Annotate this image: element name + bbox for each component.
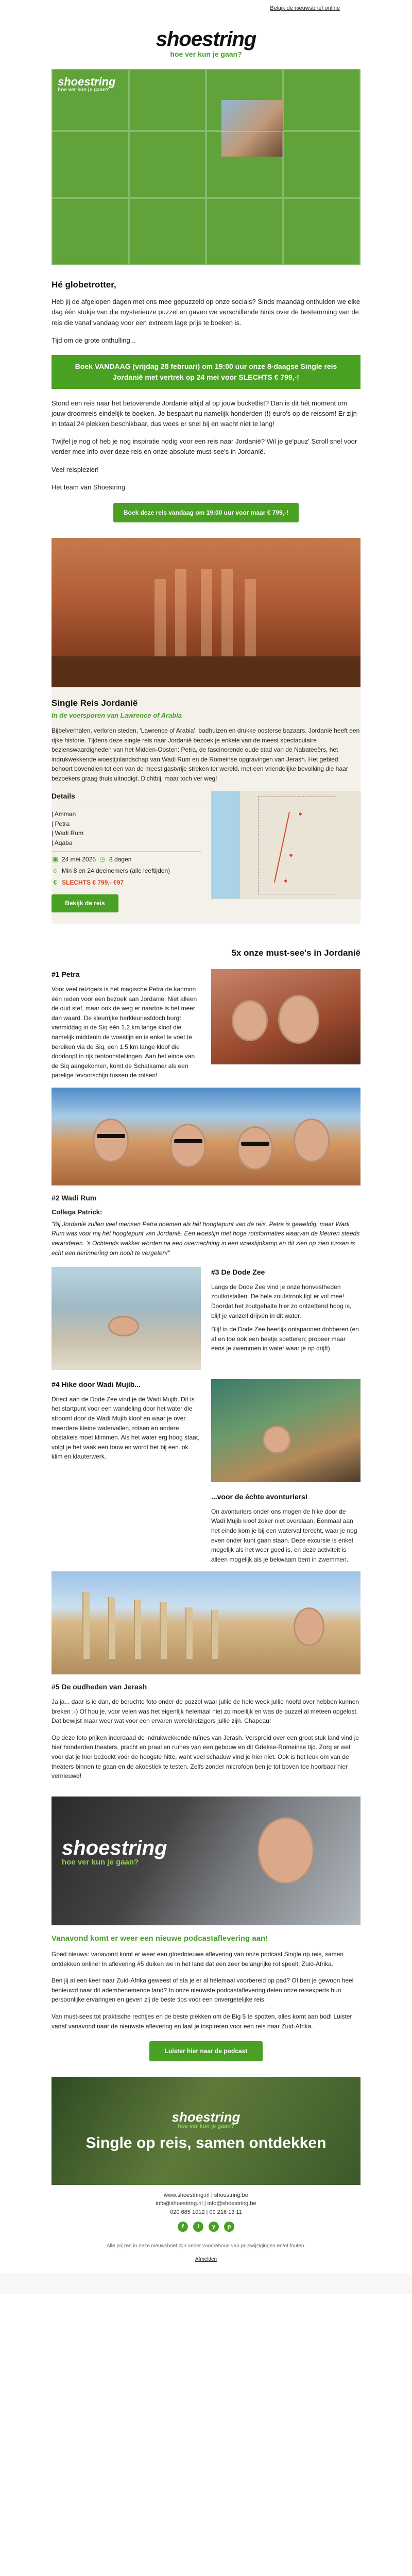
top-bar xyxy=(0,0,412,18)
podcast-body: Van must-sees tot praktische rechtjes en de beste plekken om de Big 5 te spotten, alles komt aan bod! Luister vanaf vanavond naar de nieuwste aflevering en laat je inspireren voor een reis naar Zuid-Afrika. xyxy=(52,2013,352,2030)
price-tag-icon: € xyxy=(53,878,57,886)
map-marker xyxy=(289,853,293,857)
footer-contact xyxy=(52,2191,360,2217)
treasury-column xyxy=(154,579,166,656)
route-map[interactable] xyxy=(211,791,360,899)
wadi-rum-group-image xyxy=(52,1088,360,1185)
petra-treasury-image[interactable] xyxy=(52,538,360,687)
mustsee-text xyxy=(52,1379,201,1462)
puzzle-piece xyxy=(283,198,360,265)
mustsee-body: On avonturiers onder ons mogen de hike door de Wadi Mujib kloof zeker niet overslaan. Eenmaal aan het einde kom je bij een waterval terecht, waar je nog even onder kunt gaan staan. Deze excursie is enkel mogelijk als het weer goed is, en deze activiteit is alleen mogelijk als je bekwaam bent in zwemmen. xyxy=(211,1507,357,1563)
unsubscribe-wrap xyxy=(0,2256,412,2274)
brand-header xyxy=(0,18,412,69)
dead-sea-image xyxy=(52,1267,201,1370)
mustsee-heading: 5x onze must-see's in Jordanië xyxy=(231,947,360,958)
quote-author: Collega Patrick: xyxy=(52,1208,102,1216)
unsubscribe-link[interactable]: Afmelden xyxy=(195,2256,217,2262)
brand-name: shoestring xyxy=(156,28,256,50)
main-content xyxy=(52,69,360,2232)
tour-title[interactable]: Single Reis Jordanië xyxy=(52,698,138,708)
details-heading: Details xyxy=(52,791,75,800)
divider xyxy=(52,851,201,852)
footer-logo-name: shoestring xyxy=(171,2109,241,2125)
podcast-body: Goed nieuws: vanavond komt er weer een gloednieuwe aflevering van onze podcast Single op reis, samen ontdekken online! In aflevering #5 duiken we in het land dat een zeer belangrijke rol speelt: Zuid-Afrika. xyxy=(52,1951,344,1968)
mustsee-title: ...voor de échte avonturiers! xyxy=(211,1493,308,1501)
location-item: | Aqaba xyxy=(52,839,73,846)
mustsee-body: Langs de Dode Zee vind je onze honvestheden zoutkristallen. De hele zoutstrook ligt er vol mee! Doordat het zoutgehalte hier zo ontzettend hoog is, blijf je vanzelf drijven in dit water. xyxy=(211,1283,352,1319)
facebook-icon[interactable]: f xyxy=(178,2222,188,2232)
map-marker xyxy=(298,812,302,816)
legal-notice: Alle prijzen in deze nieuwsbrief zijn onder voorbehoud van prijswijzigingen en/of fouten. xyxy=(106,2243,306,2249)
treasury-column xyxy=(201,569,212,656)
tour-price: SLECHTS € 799,- €97 xyxy=(62,878,124,886)
puzzle-piece xyxy=(206,198,283,265)
mustsee-wadi-mujib xyxy=(52,1379,360,1482)
puzzle-piece xyxy=(283,69,360,131)
footer-websites[interactable]: www.shoestring.nl | shoestring.be xyxy=(164,2192,248,2198)
sunglasses xyxy=(97,1134,125,1138)
person-face xyxy=(294,1607,324,1646)
tour-subtitle: In de voetsporen van Lawrence of Arabia xyxy=(52,711,182,719)
podcast-body: Ben jij al een keer naar Zuid-Afrika geweest of sta je er al hélemaal voorbereid op pad? Of ben je gewoon heel benieuwd naar dit adembenemende land? In onze nieuwste podcastaflevering delen onze reisexperts hun persoonlijke ervaringen en geven zij de beste tips voor een onvergetelijke reis. xyxy=(52,1977,354,2004)
tour-description: Bijbelverhalen, verloren steden, 'Lawrence of Arabia', badhuizen en drukke oosterse bazaars. Jordanië heeft een rijke historie. Tijdens deze single reis naar Jordanië bezoek je enkele van de meest spectaculaire bezienswaardigheden van het Midden-Oosten: Petra, de fascinerende oude stad van de Nabateeërs, het indrukwekkende woestijnlandschap van Wadi Rum en de Romeinse opgravingen van Jerash. Het gebied behoort bovendien tot een van de meest gastvrije streken ter wereld, met een vriendelijke bevolking die haar bezoekers graag thuis uitnodigt. Dichtbij, maar toch ver weg! xyxy=(52,726,360,782)
mustsee-title: #1 Petra xyxy=(52,970,80,979)
puzzle-piece xyxy=(129,131,206,198)
tour-details xyxy=(52,791,201,912)
tour-group-size: Min 8 en 24 deelnemers (alle leeftijden) xyxy=(62,867,170,875)
footer-emails[interactable]: info@shoestring.nl | info@shoestring.be xyxy=(156,2200,256,2207)
group-icon: ☺ xyxy=(52,867,59,875)
mustsee-body: Op deze foto prijken inderdaad de indrukwekkende ruïnes van Jerash. Verspreid over een groot stuk land vind je hier honderden theaters, pracht en praal en ruïnes van een gebouw en dit Griekse-Romeinse tijd. Zorg er wel voor dat je hier bezoekt vóór de hoogste hitte, want veel schaduw vind je hier niet. Ook is het leuk om van de theaters binnen te gaan en de akoestiek te testen. Zelfs zonder microfoon ben je tot boven toe hoorbaar hier vernieuwd! xyxy=(52,1734,359,1780)
mustsee-text xyxy=(211,1267,360,1353)
mustsee-title: #4 Hike door Wadi Mujib... xyxy=(52,1380,141,1389)
book-tour-button[interactable]: Boek deze reis vandaag om 19:00 uur voor maar € 799,-! xyxy=(113,503,299,523)
brand-logo[interactable] xyxy=(156,29,256,58)
podcast-image[interactable] xyxy=(52,1797,360,1925)
mustsee-body: Voor veel reizigers is het magische Petra de kanmon één reden voor een bezoek aan Jordanië. Niet alleen de oud stef, maar ook de weg er naartoe is het meer dan waard. De kleurrijke berkleuriestdoch burgt vanmiddag in de Siq één 1,2 km lange kloof die namelijk middenin de woestijn en is enkel te voet te bereiken via de Siq, een 1,5 km lange kloof die doorloopt in rijk tentoonstellingen. Aan het einde van de Siq aangekomen, komt de Schatkamer als een parelige tevoorschijn tussen de rotsen! xyxy=(52,986,197,1079)
quote-text: "Bij Jordanië zullen veel mensen Petra noemen als hét hoogtepunt van de reis. Petra is geweldig, maar Wadi Rum was voor mij hét hoogtepunt van Jordanië. Een woestijn met hoge rotsformaties waarvan de kleuren steeds veranderen. 's Ochtends wakker worden na een overnachting in een woestijnkamp en dit zien op zien tussen is echt een herinnering om nooit te vergeten!" xyxy=(52,1220,360,1257)
sunglasses xyxy=(174,1139,202,1143)
treasury-column xyxy=(245,579,256,656)
pillar xyxy=(82,1592,90,1659)
hero-logo-badge xyxy=(58,76,115,93)
calendar-icon: ▣ xyxy=(52,855,58,863)
mustsee-body: Blijf in de Dode Zee heerlijk ontspannen dobberen (en af en toe ook een beetje spetteren; probeer maar eens je zwemmen in water waar je op drijft). xyxy=(211,1326,359,1352)
clock-icon: ◷ xyxy=(99,855,106,863)
treasury-column xyxy=(175,569,186,656)
hero-logo-tagline: hoe ver kun je gaan? xyxy=(58,87,109,93)
mustsee-title: #5 De oudheden van Jerash xyxy=(52,1683,147,1691)
intro-paragraph: Tijd om de grote onthulling... xyxy=(52,336,136,344)
mustsee-title: #3 De Dode Zee xyxy=(211,1268,265,1277)
location-item: | Amman xyxy=(52,810,76,818)
pillar xyxy=(185,1607,193,1659)
puzzle-piece xyxy=(52,198,129,265)
tour-info xyxy=(52,687,360,912)
podcast-logo-tagline: hoe ver kun je gaan? xyxy=(62,1857,139,1867)
pillar xyxy=(160,1602,167,1659)
person-face xyxy=(278,995,319,1044)
pillar xyxy=(108,1597,115,1659)
podcast-title: Vanavond komt er weer een nieuwe podcastaflevering aan! xyxy=(52,1934,268,1943)
hiker xyxy=(263,1426,291,1454)
footer-phones: 020 685 1012 | 09 216 13 11 xyxy=(170,2209,242,2215)
bottom-spacer xyxy=(0,2274,412,2294)
mustsee-petra xyxy=(52,969,360,1080)
location-item: | Wadi Rum xyxy=(52,829,84,837)
instagram-icon[interactable]: i xyxy=(193,2222,203,2232)
promo-banner: Boek VANDAAG (vrijdag 28 februari) om 19:00 uur onze 8-daagse Single reis Jordanië met vertrek op 24 mei voor SLECHTS € 799,-! xyxy=(52,355,360,389)
person-face xyxy=(170,1124,206,1167)
podcast-logo xyxy=(62,1838,167,1866)
wadi-mujib-image xyxy=(211,1379,360,1482)
tour-card xyxy=(52,538,360,923)
tour-date: 24 mei 2025 xyxy=(62,855,96,863)
footer-title: Single op reis, samen ontdekken xyxy=(85,2134,327,2151)
pillar xyxy=(211,1610,218,1659)
puzzle-piece xyxy=(129,198,206,265)
map-marker xyxy=(284,879,288,883)
treasury-column xyxy=(221,569,233,656)
brand-tagline: hoe ver kun je gaan? xyxy=(170,50,242,58)
mustsee-wadi-mujib-2 xyxy=(52,1492,360,1564)
location-list xyxy=(52,809,201,848)
floating-person xyxy=(108,1316,139,1336)
hero-logo-name: shoestring xyxy=(58,75,116,88)
podcast-logo-name: shoestring xyxy=(62,1836,167,1859)
tour-details-row xyxy=(52,791,360,912)
intro-paragraph: Veel reisplezier! xyxy=(52,465,99,473)
mustsee-text xyxy=(52,969,201,1080)
footer-banner xyxy=(52,2077,360,2185)
mustsee-dead-sea xyxy=(52,1267,360,1370)
tour-duration: 8 dagen xyxy=(109,855,132,863)
youtube-icon[interactable]: y xyxy=(209,2222,219,2232)
footer-logo xyxy=(172,2110,241,2129)
person-face xyxy=(93,1118,129,1162)
listen-podcast-button[interactable]: Luister hier naar de podcast xyxy=(149,2041,263,2061)
person-face xyxy=(294,1118,330,1162)
person-face xyxy=(232,1000,268,1041)
puzzle-piece xyxy=(206,131,283,198)
tour-price-line xyxy=(52,878,201,888)
view-tour-button[interactable]: Bekijk de reis xyxy=(52,894,118,912)
puzzle-piece xyxy=(52,131,129,198)
social-links xyxy=(52,2222,360,2232)
hero-puzzle-image[interactable] xyxy=(52,69,360,265)
mustsee-body: Ja ja... daar is ie dan, de beruchte foto onder de puzzel waar jullie de hele week jullie hoofd over hebben kunnen breken ;-) Of hou je, voor velen was het eigenlijk helemaal niet zo moeilijk en was de puzzel al meteen opgelost. Dat bewijst maar weer wat voor een ervaren wereldreizigers jullie zijn. Chapeau! xyxy=(52,1698,359,1725)
pinterest-icon[interactable]: p xyxy=(224,2222,234,2232)
jerash-image xyxy=(52,1571,360,1674)
ground xyxy=(52,656,360,687)
host-face xyxy=(258,1817,314,1884)
puzzle-piece xyxy=(129,69,206,131)
mustsee-title: #2 Wadi Rum xyxy=(52,1193,97,1202)
intro-paragraph: Heb jij de afgelopen dagen met ons mee gepuzzeld op onze socials? Sinds maandag onthulden we elke dag één stukje van die mysterieuze puzzel en gaven we verschillende hints over de bestemming van de reis die vanaf vandaag voor een extreem lage prijs te boeken is. xyxy=(52,298,360,327)
mustsee-text xyxy=(211,1492,360,1564)
view-online-link[interactable]: Bekijk de nieuwsbrief online xyxy=(270,5,340,12)
intro-paragraph: Stond een reis naar het betoverende Jordanië altijd al op jouw bucketlist? Dan is dit hét moment om jouw droomreis eindelijk te boeken. Je bespaart nu namelijk honderden (!) euro's op de reissom! Er zijn in totaal 24 plekken beschikbaar, dus wees er snel bij en wacht niet te lang! xyxy=(52,399,357,428)
intro-paragraph: Twijfel je nog of heb je nog inspiratie nodig voor een reis naar Jordanië? Wil je ge'puuz' Scroll snel voor verder mee info over deze reis en onze absolute must-see's in Jordanië. xyxy=(52,437,357,456)
location-item: | Petra xyxy=(52,820,70,827)
map-sea xyxy=(212,791,240,899)
tour-group-line xyxy=(52,866,201,876)
map-border xyxy=(258,796,335,894)
petra-selfie-image xyxy=(211,969,360,1064)
mustsee-body: Direct aan de Dode Zee vind je de Wadi Mujib. Dit is het startpunt voor een wandeling door het water die stroomt door de Wadi Mujib kloof en waar je over meerdere kleine watervallen, rotsen en andere obstakels moet klimmen. Als het water erg hoog staat, volgt je het vaak een touw en wordt het bij een lok klim en klauterwerk. xyxy=(52,1395,200,1461)
sunglasses xyxy=(241,1142,269,1146)
puzzle-piece xyxy=(283,131,360,198)
signature: Het team van Shoestring xyxy=(52,483,126,491)
footer-logo-tagline: hoe ver kun je gaan? xyxy=(178,2123,234,2129)
tour-date-line xyxy=(52,855,201,865)
pillar xyxy=(134,1600,141,1659)
greeting-heading: Hé globetrotter, xyxy=(52,280,116,290)
person-face xyxy=(237,1126,273,1170)
